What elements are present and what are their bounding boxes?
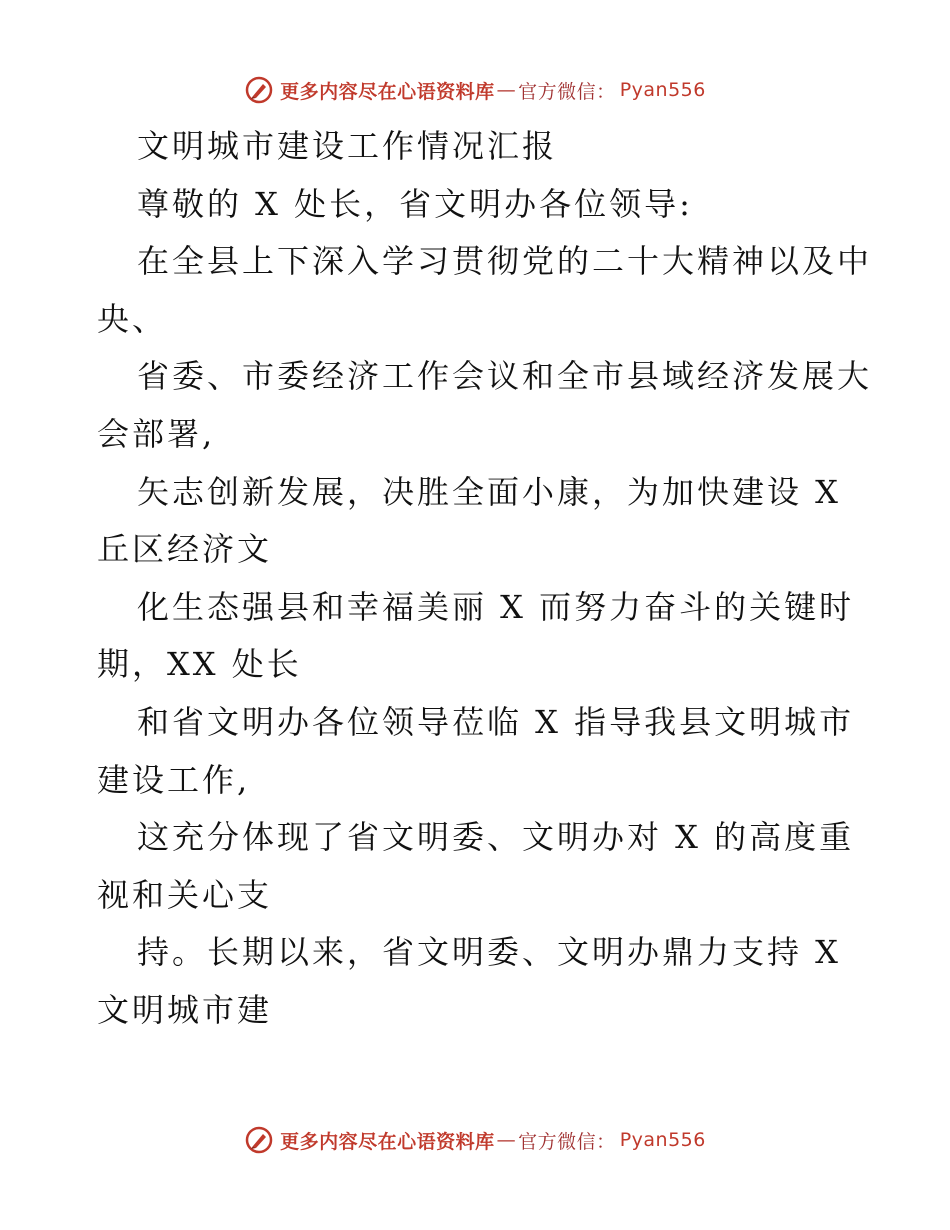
text-line: 在全县上下深入学习贯彻党的二十大精神以及中 [137, 242, 873, 281]
text-line: 和省文明办各位领导莅临 X 指导我县文明城市 [137, 702, 855, 741]
text-line: 视和关心支 [97, 875, 273, 914]
watermark-dash: — [496, 79, 517, 101]
watermark-label: 官方微信： [518, 1130, 616, 1153]
watermark-dash: — [496, 1129, 517, 1151]
pen-logo-icon [244, 75, 274, 105]
text-line: 央、 [97, 299, 168, 338]
text-line: 丘区经济文 [97, 530, 273, 569]
footer-watermark [0, 1120, 950, 1160]
text-line: 尊敬的 X 处长，省文明办各位领导: [137, 184, 693, 223]
text-line: 会部署, [97, 414, 216, 453]
text-line: 这充分体现了省文明委、文明办对 X 的高度重 [137, 818, 855, 857]
document-body [97, 118, 873, 1040]
pen-logo-icon [244, 1125, 274, 1155]
text-line: 文明城市建 [97, 990, 273, 1029]
text-line: 省委、市委经济工作会议和全市县域经济发展大 [137, 357, 873, 396]
watermark-account: Pyan556 [619, 79, 706, 101]
watermark-label: 官方微信： [518, 80, 616, 103]
text-line: 矢志创新发展，决胜全面小康，为加快建设 X [137, 472, 841, 511]
document-title: 文明城市建设工作情况汇报 [137, 127, 558, 165]
text-line: 化生态强县和幸福美丽 X 而努力奋斗的关键时 [137, 587, 855, 626]
header-watermark [0, 70, 950, 110]
watermark-account: Pyan556 [619, 1129, 706, 1151]
text-line: 持。长期以来，省文明委、文明办鼎力支持 X [137, 933, 841, 972]
text-line: 建设工作, [97, 760, 251, 799]
watermark-text: 更多内容尽在心语资料库 [280, 1130, 495, 1153]
text-line: 期，XX 处长 [97, 645, 302, 684]
watermark-text: 更多内容尽在心语资料库 [280, 80, 495, 103]
